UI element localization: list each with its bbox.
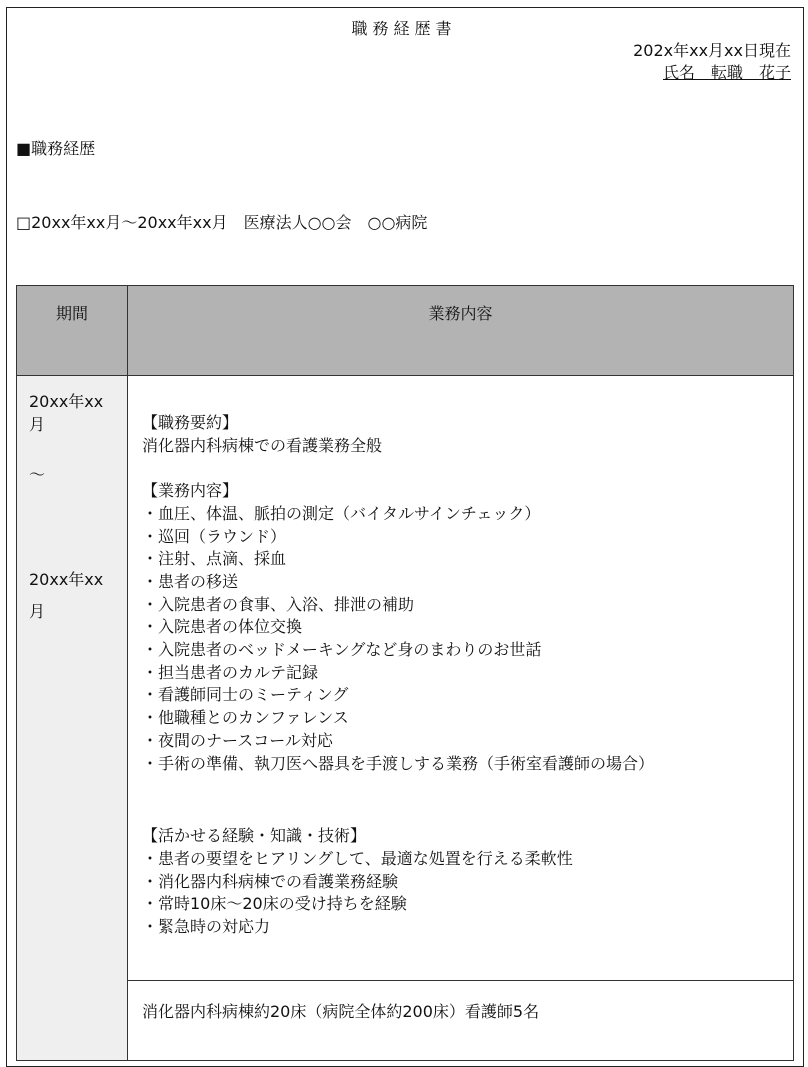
skill-item: ・常時10床〜20床の受け持ちを経験 bbox=[142, 894, 407, 914]
duty-item: ・血圧、体温、脈拍の測定（バイタルサインチェック） bbox=[142, 503, 541, 523]
skills-heading: 【活かせる経験・知識・技術】 bbox=[142, 826, 367, 846]
table-header-row bbox=[17, 286, 794, 376]
header-period: 期間 bbox=[17, 286, 128, 376]
duty-item: ・夜間のナースコール対応 bbox=[142, 730, 333, 750]
table-row bbox=[17, 981, 794, 1061]
section-title: ■職務経歴 bbox=[16, 139, 96, 158]
employment-period: □20xx年xx月〜20xx年xx月 医療法人○○会 ○○病院 bbox=[16, 213, 428, 232]
duty-item: ・入院患者の食事、入浴、排泄の補助 bbox=[142, 594, 415, 614]
duty-item: ・担当患者のカルテ記録 bbox=[142, 662, 319, 682]
duty-item: ・患者の移送 bbox=[142, 571, 239, 591]
duty-item: ・入院患者のベッドメーキングなど身のまわりのお世話 bbox=[142, 640, 542, 660]
period-cell bbox=[17, 376, 128, 1061]
duty-item: ・看護師同士のミーティング bbox=[142, 685, 349, 705]
duty-item: ・入院患者の体位交換 bbox=[142, 617, 303, 637]
summary-heading: 【職務要約】 bbox=[142, 413, 239, 432]
period-start: 20xx年xx bbox=[29, 392, 104, 411]
period-end: 20xx年xx bbox=[29, 570, 104, 589]
period-tilde: 〜 bbox=[29, 465, 46, 484]
period-start-month: 月 bbox=[29, 415, 46, 434]
document-title: 職務経歴書 bbox=[351, 19, 457, 38]
document-date: 202x年xx月xx日現在 bbox=[633, 41, 791, 60]
duty-item: ・注射、点滴、採血 bbox=[142, 549, 287, 569]
duties-cell bbox=[128, 376, 794, 981]
skill-item: ・患者の要望をヒアリングして、最適な処置を行える柔軟性 bbox=[142, 848, 573, 868]
duty-item: ・巡回（ラウンド） bbox=[142, 526, 287, 546]
duty-item: ・手術の準備、執刀医へ器具を手渡しする業務（手術室看護師の場合） bbox=[142, 753, 655, 773]
skill-item: ・消化器内科病棟での看護業務経験 bbox=[142, 871, 399, 891]
period-end-month: 月 bbox=[29, 602, 46, 621]
career-table bbox=[16, 285, 794, 1061]
skill-item: ・緊急時の対応力 bbox=[142, 917, 271, 937]
header-duties: 業務内容 bbox=[128, 286, 794, 376]
applicant-name: 氏名 転職 花子 bbox=[662, 63, 791, 82]
duty-item: ・他職種とのカンファレンス bbox=[142, 708, 349, 728]
table-row bbox=[17, 376, 794, 981]
summary-text: 消化器内科病棟での看護業務全般 bbox=[142, 435, 383, 455]
duties-heading: 【業務内容】 bbox=[142, 481, 239, 501]
ward-info-cell: 消化器内科病棟約20床（病院全体約200床）看護師5名 bbox=[128, 981, 794, 1061]
